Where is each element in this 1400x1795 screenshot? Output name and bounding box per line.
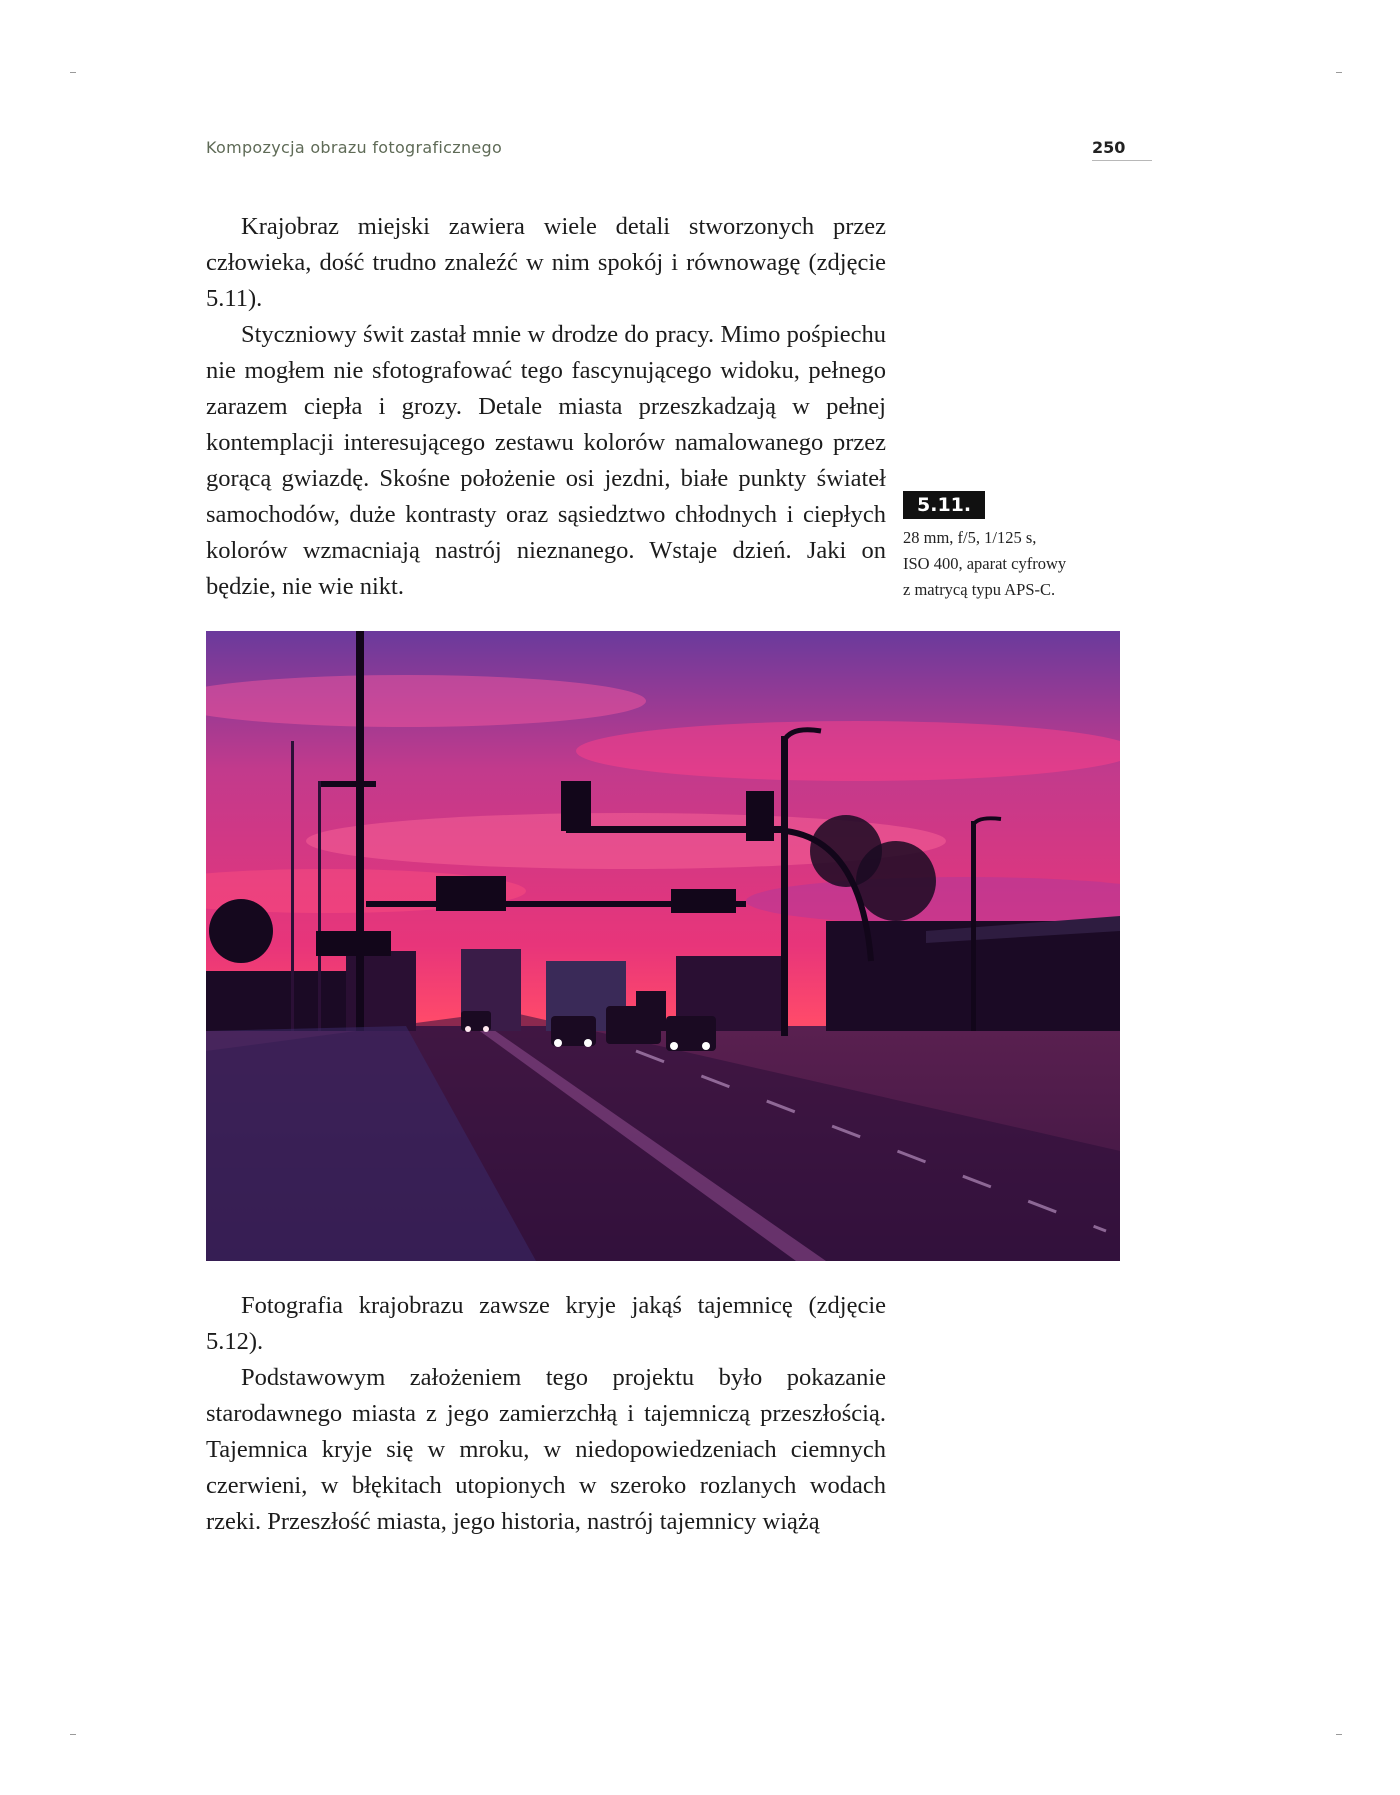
figure-caption [903, 525, 1113, 603]
photo-illustration [206, 631, 1120, 1261]
paragraph: Styczniowy świt zastał mnie w drodze do pracy. Mimo pośpiechu nie mogłem nie sfotografować tego fascynującego widoku, pełnego zarazem ciepła i grozy. Detale miasta przeszkadzają w pełnej kontemplacji interesującego zestawu kolorów namalowanego przez gorącą gwiazdę. Skośne położenie osi jezdni, białe punkty świateł samochodów, duże kontrasty oraz sąsiedztwo chłodnych i ciepłych kolorów wzmacniają nastrój nieznanego. Wstaje dzień. Jaki on będzie, nie wie nikt. [206, 321, 886, 600]
running-title: Kompozycja obrazu fotograficznego [206, 138, 503, 157]
caption-line: ISO 400, aparat cyfrowy [903, 554, 1067, 573]
body-text-bottom [206, 1288, 886, 1540]
body-text-top [206, 209, 886, 605]
paragraph: Podstawowym założeniem tego projektu było pokazanie starodawnego miasta z jego zamierzchłą i tajemniczą przeszłością. Tajemnica kryje się w mroku, w niedopowiedzeniach ciemnych czerwieni, w błękitach utopionych w szeroko rozlanych wodach rzeki. Przeszłość miasta, jego historia, nastrój tajemnicy wiążą [206, 1364, 886, 1535]
crop-mark-bottom-left [70, 1734, 76, 1735]
street-sunrise-photo [206, 631, 1120, 1261]
crop-mark-top-left [70, 72, 76, 73]
caption-line: z matrycą typu APS-C. [903, 580, 1056, 599]
caption-line: 28 mm, f/5, 1/125 s, [903, 528, 1037, 547]
page-number: 250 [1092, 138, 1152, 161]
paragraph: Fotografia krajobrazu zawsze kryje jakąś tajemnicę (zdjęcie 5.12). [206, 1292, 886, 1355]
paragraph: Krajobraz miejski zawiera wiele detali stworzonych przez człowieka, dość trudno znaleźć w nim spokój i równowagę (zdjęcie 5.11). [206, 213, 886, 312]
figure-label: 5.11. [903, 491, 985, 519]
crop-mark-bottom-right [1336, 1734, 1342, 1735]
crop-mark-top-right [1336, 72, 1342, 73]
